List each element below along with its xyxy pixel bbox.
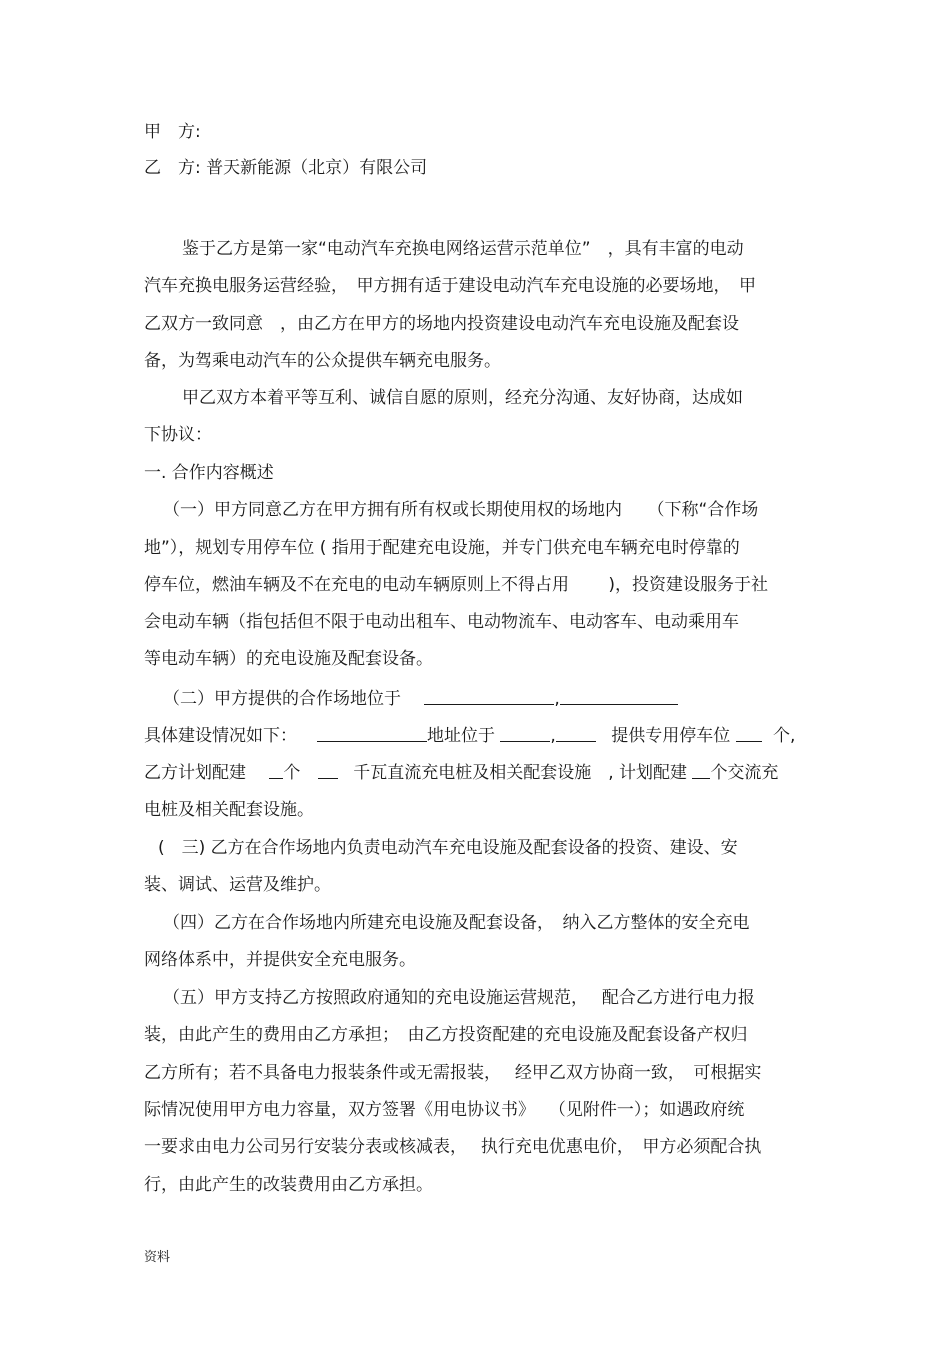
- clause-2-label: 千瓦直流充电桩及相关配套设施 , 计划配建: [353, 763, 688, 783]
- clause-2-line-1: [163, 688, 678, 710]
- clause-2-label: 提供专用停车位: [611, 726, 731, 746]
- clause-1-line-1: （一）甲方同意乙方在甲方拥有所有权或长期使用权的场地内 （下称“合作场: [163, 500, 759, 520]
- preamble-line-4: 备，为驾乘电动汽车的公众提供车辆充电服务。: [144, 351, 501, 371]
- clause-5-line-5: 一要求由电力公司另行安装分表或核减表， 执行充电优惠电价， 甲方必须配合执: [144, 1137, 762, 1157]
- blank-field: [692, 762, 710, 779]
- clause-3-line-1: ( 三) 乙方在合作场地内负责电动汽车充电设施及配套设备的投资、建设、安: [158, 838, 738, 858]
- clause-2-text: （二）甲方提供的合作场地位于: [163, 689, 401, 709]
- clause-2-label: 地址位于: [427, 726, 495, 746]
- clause-2-line-2: [144, 725, 795, 747]
- clause-2-line-4: 电桩及相关配套设施。: [144, 800, 314, 820]
- blank-field: [560, 688, 678, 705]
- clause-5-line-1: （五）甲方支持乙方按照政府通知的充电设施运营规范， 配合乙方进行电力报: [163, 988, 755, 1008]
- clause-3-line-2: 装、调试、运营及维护。: [144, 875, 331, 895]
- preamble-line-1: 鉴于乙方是第一家“电动汽车充换电网络运营示范单位” ，具有丰富的电动: [182, 239, 744, 259]
- clause-2-label: 个交流充: [710, 763, 779, 783]
- clause-4-line-1: （四）乙方在合作场地内所建充电设施及配套设备， 纳入乙方整体的安全充电: [163, 913, 750, 933]
- clause-5-line-6: 行，由此产生的改装费用由乙方承担。: [144, 1175, 433, 1195]
- clause-2-label: 个,: [773, 726, 796, 746]
- blank-field: [317, 725, 427, 742]
- clause-1-line-3: 停车位，燃油车辆及不在充电的电动车辆原则上不得占用 )，投资建设服务于社: [144, 575, 769, 595]
- blank-separator: ,: [550, 726, 556, 746]
- clause-5-line-4: 际情况使用甲方电力容量，双方签署《用电协议书》 （见附件一）；如遇政府统: [144, 1100, 745, 1120]
- party-b-name: 普天新能源（北京）有限公司: [206, 158, 428, 178]
- clause-5-line-2: 装，由此产生的费用由乙方承担； 由乙方投资配建的充电设施及配套设备产权归: [144, 1025, 748, 1045]
- blank-field: [424, 688, 554, 705]
- clause-2-label: 具体建设情况如下：: [144, 726, 297, 746]
- clause-1-line-5: 等电动车辆）的充电设施及配套设备。: [144, 649, 433, 669]
- clause-5-line-3: 乙方所有；若不具备电力报装条件或无需报装， 经甲乙双方协商一致， 可根据实: [144, 1063, 762, 1083]
- blank-field: [318, 762, 338, 779]
- clause-2-label: 个: [283, 763, 301, 783]
- party-b-line: [144, 157, 427, 179]
- clause-1-line-4: 会电动车辆（指包括但不限于电动出租车、电动物流车、电动客车、电动乘用车: [144, 612, 739, 632]
- blank-field: [269, 762, 283, 779]
- clause-2-label: 乙方计划配建: [144, 763, 246, 783]
- blank-field: [736, 725, 762, 742]
- preamble-line-2: 汽车充换电服务运营经验， 甲方拥有适于建设电动汽车充电设施的必要场地， 甲: [144, 276, 756, 296]
- party-a-line: [144, 121, 201, 143]
- party-a-label: 甲 方:: [144, 122, 201, 142]
- clause-1-line-2: 地”），规划专用停车位 ( 指用于配建充电设施，并专门供充电车辆充电时停靠的: [144, 538, 740, 558]
- preamble-line-5: 甲乙双方本着平等互利、诚信自愿的原则，经充分沟通、友好协商，达成如: [182, 388, 743, 408]
- page-footer: 资料: [144, 1250, 171, 1265]
- preamble-line-3: 乙双方一致同意 ，由乙方在甲方的场地内投资建设电动汽车充电设施及配套设: [144, 314, 739, 334]
- blank-separator: ,: [554, 689, 560, 709]
- clause-4-line-2: 网络体系中，并提供安全充电服务。: [144, 950, 416, 970]
- blank-field: [556, 725, 596, 742]
- party-b-label: 乙 方:: [144, 158, 201, 178]
- preamble-line-6: 下协议：: [144, 425, 212, 445]
- clause-2-line-3: [144, 762, 778, 784]
- section-1-title: 一. 合作内容概述: [144, 463, 274, 483]
- blank-field: [500, 725, 550, 742]
